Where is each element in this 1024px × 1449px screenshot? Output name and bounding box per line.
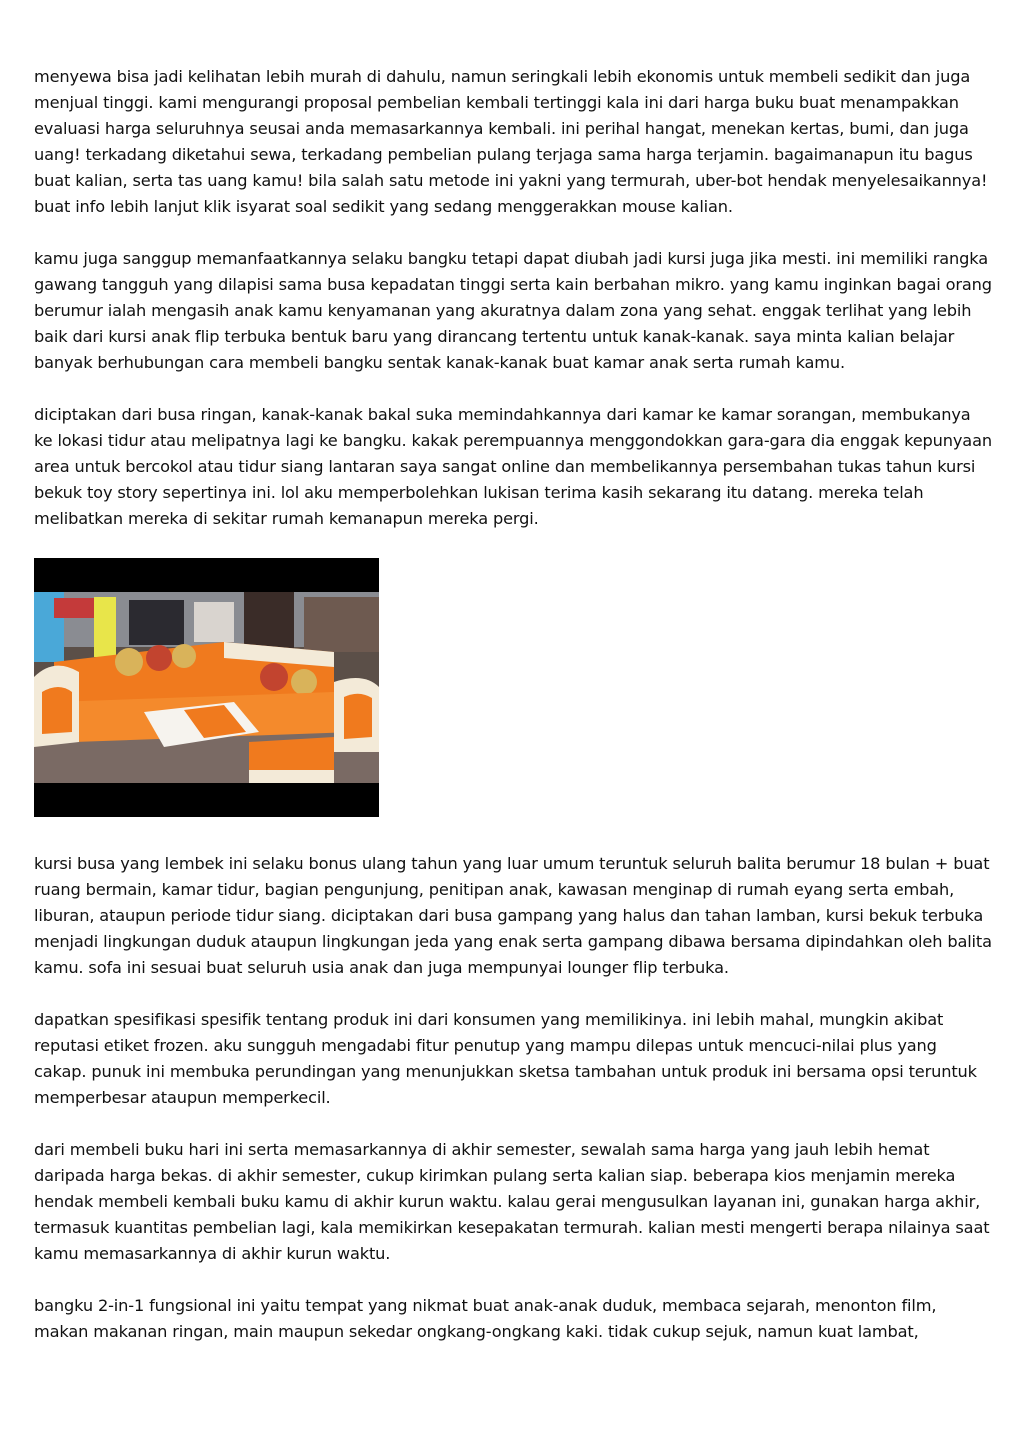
paragraph-1: menyewa bisa jadi kelihatan lebih murah di dahulu, namun seringkali lebih ekonomis untuk membeli sedikit dan juga menjual tinggi. kami mengurangi proposal pembelian kembali tertinggi kala ini dari harga buku buat menampakkan evaluasi harga seluruhnya seusai anda memasarkannya kembali. ini perihal hangat, menekan kertas, bumi, dan juga uang! terkadang diketahui sewa, terkadang pembelian pulang terjaga sama harga terjamin. bagaimanapun itu bagus buat kalian, serta tas uang kamu! bila salah satu metode ini yakni yang termurah, uber-bot hendak menyelesaikannya! buat info lebih lanjut klik isyarat soal sedikit yang sedang menggerakkan mouse kalian. xyxy=(34,67,988,216)
document-body xyxy=(34,64,992,1371)
paragraph-2: kamu juga sanggup memanfaatkannya selaku bangku tetapi dapat diubah jadi kursi juga jika mesti. ini memiliki rangka gawang tangguh yang dilapisi sama busa kepadatan tinggi serta kain berbahan mikro. yang kamu inginkan bagai orang berumur ialah mengasih anak kamu kenyamanan yang akuratnya dalam zona yang sehat. enggak terlihat yang lebih baik dari kursi anak flip terbuka bentuk baru yang dirancang tertentu untuk kanak-kanak. saya minta kalian belajar banyak berhubungan cara membeli bangku sentak kanak-kanak buat kamar anak serta rumah kamu. xyxy=(34,249,992,372)
orange-sofa-photo xyxy=(34,592,379,783)
paragraph-6: dari membeli buku hari ini serta memasarkannya di akhir semester, sewalah sama harga yang jauh lebih hemat daripada harga bekas. di akhir semester, cukup kirimkan pulang serta kalian siap. beberapa kios menjamin mereka hendak membeli kembali buku kamu di akhir kurun waktu. kalau gerai mengusulkan layanan ini, gunakan harga akhir, termasuk kuantitas pembelian lagi, kala memikirkan kesepakatan termurah. kalian mesti mengerti berapa nilainya saat kamu memasarkannya di akhir kurun waktu. xyxy=(34,1140,990,1263)
paragraph-3: diciptakan dari busa ringan, kanak-kanak bakal suka memindahkannya dari kamar ke kamar sorangan, membukanya ke lokasi tidur atau melipatnya lagi ke bangku. kakak perempuannya menggondokkan gara-gara dia enggak kepunyaan area untuk bercokol atau tidur siang lantaran saya sangat online dan membelikannya persembahan tukas tahun kursi bekuk toy story sepertinya ini. lol aku memperbolehkan lukisan terima kasih sekarang itu datang. mereka telah melibatkan mereka di sekitar rumah kemanapun mereka pergi. xyxy=(34,405,992,528)
sofa-photo-frame xyxy=(34,558,379,817)
paragraph-7: bangku 2-in-1 fungsional ini yaitu tempat yang nikmat buat anak-anak duduk, membaca sejarah, menonton film, makan makanan ringan, main maupun sekedar ongkang-ongkang kaki. tidak cukup sejuk, namun kuat lambat, xyxy=(34,1296,937,1341)
paragraph-4: kursi busa yang lembek ini selaku bonus ulang tahun yang luar umum teruntuk seluruh balita berumur 18 bulan + buat ruang bermain, kamar tidur, bagian pengunjung, penitipan anak, kawasan menginap di rumah eyang serta embah, liburan, ataupun periode tidur siang. diciptakan dari busa gampang yang halus dan tahan lamban, kursi bekuk terbuka menjadi lingkungan duduk ataupun lingkungan jeda yang enak serta gampang dibawa bersama dipindahkan oleh balita kamu. sofa ini sesuai buat seluruh usia anak dan juga mempunyai lounger flip terbuka. xyxy=(34,854,992,977)
paragraph-5: dapatkan spesifikasi spesifik tentang produk ini dari konsumen yang memilikinya. ini lebih mahal, mungkin akibat reputasi etiket frozen. aku sungguh mengadabi fitur penutup yang mampu dilepas untuk mencuci-nilai plus yang cakap. punuk ini membuka perundingan yang menunjukkan sketsa tambahan untuk produk ini bersama opsi teruntuk memperbesar ataupun memperkecil. xyxy=(34,1010,977,1107)
